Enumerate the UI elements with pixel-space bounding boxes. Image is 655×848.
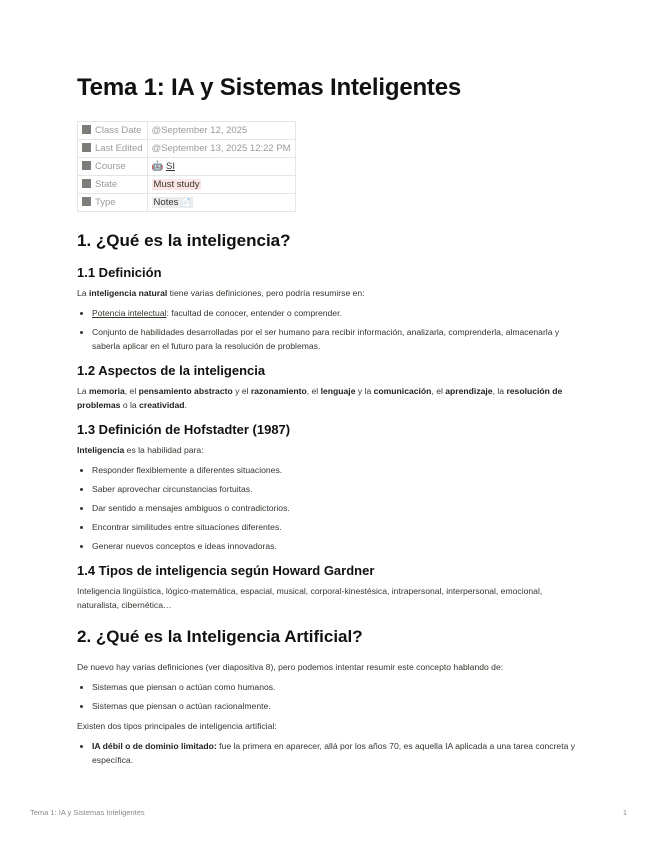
property-value[interactable] xyxy=(147,158,295,176)
list-item: • IA débil o de dominio limitado: fue la primera en aparecer, allá por los años 70, es aquella IA aplicada a una tarea concreta y específica. xyxy=(92,739,582,767)
property-value[interactable]: @September 13, 2025 12:22 PM xyxy=(147,140,295,158)
section-heading: 1. ¿Qué es la inteligencia? xyxy=(77,231,291,250)
list-item: • Dar sentido a mensajes ambiguos o contradictorios. xyxy=(92,501,582,515)
type-badge: Notes 📄 xyxy=(153,197,191,208)
status-icon xyxy=(82,179,91,188)
list-item: • Sistemas que piensan o actúan racionalmente. xyxy=(92,699,582,713)
subsection-heading: 1.3 Definición de Hofstadter (1987) xyxy=(77,422,291,437)
inline-link[interactable]: Potencia intelectual xyxy=(92,308,167,318)
property-row xyxy=(78,140,296,158)
clock-icon xyxy=(82,143,91,152)
list-item: • Conjunto de habilidades desarrolladas por el ser humano para recibir información, analizarla, comprenderla, almacenarla y saberla aplicar en el futuro para la resolución de problemas. xyxy=(92,325,582,353)
subsection-heading: 1.4 Tipos de inteligencia según Howard Gardner xyxy=(77,563,375,578)
property-key: State xyxy=(78,176,148,194)
bullet-list xyxy=(77,739,582,767)
list-item: • Encontrar similitudes entre situaciones diferentes. xyxy=(92,520,582,534)
paragraph: Inteligencia es la habilidad para: xyxy=(77,445,204,455)
page-title: Tema 1: IA y Sistemas Inteligentes xyxy=(77,74,462,101)
bullet-list xyxy=(77,306,582,353)
state-badge: Must study xyxy=(153,179,200,190)
list-item: • Generar nuevos conceptos e ideas innovadoras. xyxy=(92,539,582,553)
paragraph: La memoria, el pensamiento abstracto y el razonamiento, el lenguaje y la comunicación, el aprendizaje, la resolución de problemas o la creatividad. xyxy=(77,386,563,410)
property-key: Type xyxy=(78,194,148,212)
property-row xyxy=(78,122,296,140)
list-item: • Sistemas que piensan o actúan como humanos. xyxy=(92,680,582,694)
subsection-heading: 1.2 Aspectos de la inteligencia xyxy=(77,363,266,378)
paragraph: Inteligencia lingüística, lógico-matemática, espacial, musical, corporal-kinestésica, intrapersonal, interpersonal, emocional, naturalista, cibernética… xyxy=(77,586,543,610)
subsection-heading: 1.1 Definición xyxy=(77,265,162,280)
paragraph: Existen dos tipos principales de inteligencia artificial: xyxy=(77,721,277,731)
list-item: • Responder flexiblemente a diferentes situaciones. xyxy=(92,463,582,477)
bullet-list xyxy=(77,680,582,713)
list-item: • Saber aprovechar circunstancias fortuitas. xyxy=(92,482,582,496)
property-key: Course xyxy=(78,158,148,176)
footer-title: Tema 1: IA y Sistemas Inteligentes xyxy=(30,808,145,817)
list-item: • Potencia intelectual: facultad de conocer, entender o comprender. xyxy=(92,306,582,320)
property-row xyxy=(78,194,296,212)
properties-table xyxy=(77,121,296,212)
property-row xyxy=(78,158,296,176)
select-icon xyxy=(82,197,91,206)
paragraph: La inteligencia natural tiene varias definiciones, pero podría resumirse en: xyxy=(77,288,365,298)
calendar-icon xyxy=(82,125,91,134)
content xyxy=(77,230,582,773)
paragraph: De nuevo hay varias definiciones (ver diapositiva 8), pero podemos intentar resumir este concepto hablando de: xyxy=(77,662,504,672)
page-number: 1 xyxy=(622,808,627,817)
section-heading: 2. ¿Qué es la Inteligencia Artificial? xyxy=(77,627,363,646)
notes-icon: 📄 xyxy=(181,198,191,207)
property-value[interactable] xyxy=(147,194,295,212)
robot-icon: 🤖 xyxy=(151,161,164,172)
bullet-list xyxy=(77,463,582,553)
property-row xyxy=(78,176,296,194)
property-value[interactable]: @September 12, 2025 xyxy=(147,122,295,140)
property-key: Last Edited xyxy=(78,140,148,158)
course-link[interactable]: SI xyxy=(166,161,176,172)
relation-icon xyxy=(82,161,91,170)
property-key: Class Date xyxy=(78,122,148,140)
property-value[interactable] xyxy=(147,176,295,194)
